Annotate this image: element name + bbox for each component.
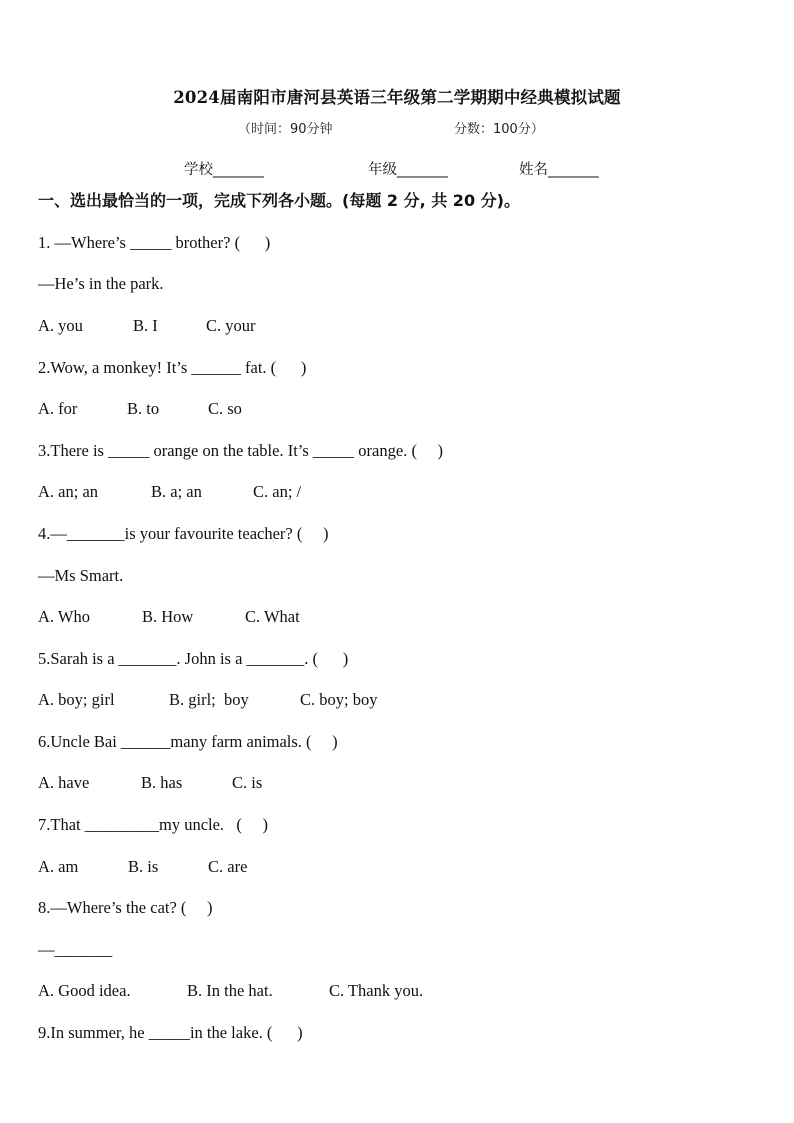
- question-6-option-c: C. is: [232, 773, 263, 792]
- question-3-option-a: A. an; an: [38, 482, 99, 501]
- question-2-option-a: A. for: [38, 399, 78, 418]
- question-7-option-a: A. am: [38, 857, 79, 876]
- question-5-option-c: C. boy; boy: [300, 690, 378, 709]
- question-4-option-a: A. Who: [38, 607, 90, 626]
- question-3-option-c: C. an; /: [253, 482, 302, 501]
- question-6-option-a: A. have: [38, 773, 90, 792]
- question-8-option-b: B. In the hat.: [187, 981, 273, 1000]
- question-5-option-b: B. girl; boy: [169, 690, 249, 709]
- exam-time: （时间：90分钟: [238, 122, 333, 137]
- section-heading: 一、选出最恰当的一项，完成下列各小题。(每题 2 分, 共 20 分)。: [38, 191, 520, 210]
- school-field: 学校_______: [184, 162, 264, 178]
- question-1-reply: —He’s in the park.: [38, 274, 164, 293]
- question-1-option-a: A. you: [38, 316, 83, 335]
- question-2-stem: 2.Wow, a monkey! It’s ______ fat. ( ): [38, 358, 307, 377]
- question-4-reply: —Ms Smart.: [38, 566, 124, 585]
- question-8-option-c: C. Thank you.: [329, 981, 424, 1000]
- question-7-option-b: B. is: [128, 857, 159, 876]
- question-5-stem: 5.Sarah is a _______. John is a _______. ( ): [38, 649, 349, 668]
- question-4-stem: 4.—_______is your favourite teacher? ( ): [38, 524, 329, 543]
- question-4-option-c: C. What: [245, 607, 300, 626]
- question-2-option-c: C. so: [208, 399, 242, 418]
- question-1-option-c: C. your: [206, 316, 256, 335]
- question-1-stem: 1. —Where’s _____ brother? ( ): [38, 233, 271, 252]
- question-6-stem: 6.Uncle Bai ______many farm animals. ( ): [38, 732, 338, 751]
- question-7-stem: 7.That _________my uncle. ( ): [38, 815, 269, 834]
- exam-score: 分数：100分）: [454, 122, 544, 137]
- question-8-reply: —_______: [38, 940, 113, 959]
- page-title: 2024届南阳市唐河县英语三年级第二学期期中经典模拟试题: [173, 88, 621, 107]
- question-8-option-a: A. Good idea.: [38, 981, 131, 1000]
- question-2-option-b: B. to: [127, 399, 160, 418]
- grade-field: 年级_______: [368, 162, 448, 178]
- question-7-option-c: C. are: [208, 857, 248, 876]
- question-6-option-b: B. has: [141, 773, 183, 792]
- question-4-option-b: B. How: [142, 607, 194, 626]
- question-1-option-b: B. I: [133, 316, 158, 335]
- question-8-stem: 8.—Where’s the cat? ( ): [38, 898, 213, 917]
- question-9-stem: 9.In summer, he _____in the lake. ( ): [38, 1023, 303, 1042]
- question-3-option-b: B. a; an: [151, 482, 202, 501]
- name-field: 姓名_______: [519, 162, 599, 178]
- question-3-stem: 3.There is _____ orange on the table. It’s _____ orange. ( ): [38, 441, 444, 460]
- question-5-option-a: A. boy; girl: [38, 690, 115, 709]
